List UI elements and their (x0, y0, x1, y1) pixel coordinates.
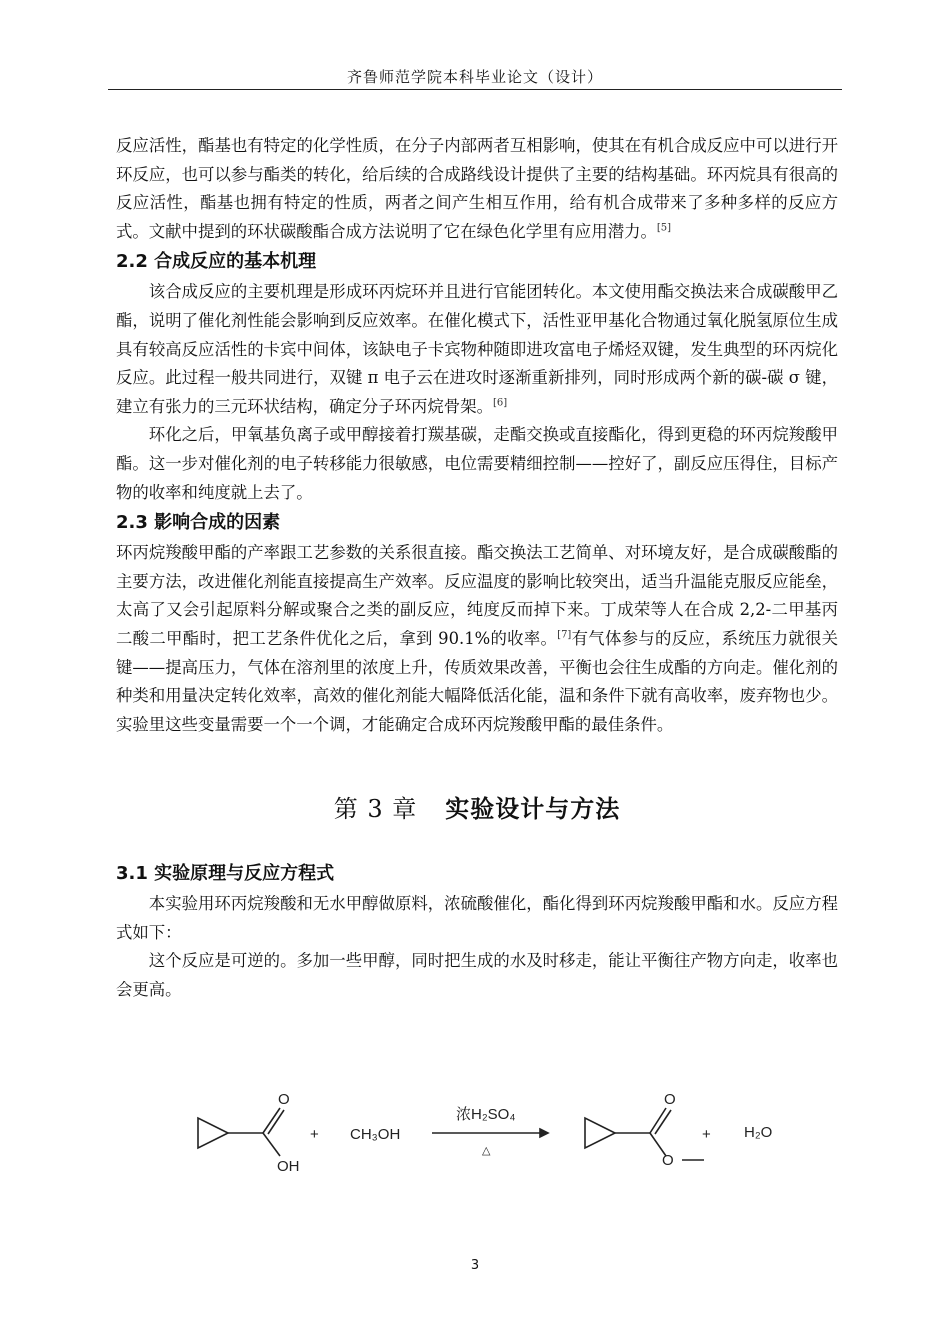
equilibrium-paragraph: 这个反应是可逆的。多加一些甲醇，同时把生成的水及时移走，能让平衡往产物方向走，收率也会更高。 (116, 951, 838, 1000)
heat-symbol: △ (482, 1145, 491, 1157)
water-label: H₂O (744, 1124, 773, 1141)
citation-7: [7] (557, 629, 572, 641)
ester-carbonyl-o: O (664, 1091, 676, 1108)
page-body (116, 132, 838, 1005)
section-2-2-heading: 2.2 合成反应的基本机理 (116, 251, 317, 273)
catalyst-label: 浓H₂SO₄ (456, 1106, 516, 1123)
citation-6: [6] (492, 397, 508, 409)
section-2-3-heading: 2.3 影响合成的因素 (116, 512, 281, 534)
chapter-3-heading: 第 3 章 实验设计与方法 (333, 795, 621, 824)
cyclopropane-ring-2 (585, 1118, 615, 1148)
acid-hydroxyl: OH (277, 1158, 300, 1175)
acid-carbonyl-o: O (278, 1091, 290, 1108)
principle-paragraph: 本实验用环丙烷羧酸和无水甲醇做原料，浓硫酸催化，酯化得到环丙烷羧酸甲酯和水。反应方程式如下： (116, 894, 838, 942)
factors-paragraph: 环丙烷羧酸甲酯的产率跟工艺参数的关系很直接。酯交换法工艺简单、对环境友好，是合成碳酸酯的主要方法，改进催化剂能直接提高生产效率。反应温度的影响比较突出，适当升温能克服反应能垒，太高了又会引起原料分解或聚合之类的副反应，纯度反而掉下来。丁成荣等人在合成 2,2-二甲基丙二酸二甲酯时，把工艺条件优化之后，拿到 90.1%的收率。[7]有气体参与的反应，系统压力就很关键——提高压力，气体在溶剂里的浓度上升，传质效果改善，平衡也会往生成酯的方向走。催化剂的种类和用量决定转化效率，高效的催化剂能大幅降低活化能，温和条件下就有高收率，废弃物也少。实验里这些变量需要一个一个调，才能确定合成环丙烷羧酸甲酯的最佳条件。 (116, 543, 839, 734)
plus-sign-2: + (702, 1126, 711, 1143)
ester-oxygen: O (662, 1152, 674, 1169)
header-rule (108, 89, 842, 90)
mechanism-paragraph-1: 该合成反应的主要机理是形成环丙烷环并且进行官能团转化。本文使用酯交换法来合成碳酸甲乙酯，说明了催化剂性能会影响到反应效率。在催化模式下，活性亚甲基化合物通过氧化脱氢原位生成具有较高反应活性的卡宾中间体，该缺电子卡宾物种随即进攻富电子烯烃双键，发生典型的环丙烷化反应。此过程一般共同进行，双键 π 电子云在进攻时逐渐重新排列，同时形成两个新的碳-碳 σ 键，建立有张力的三元环状结构，确定分子环丙烷骨架。[6] (116, 282, 838, 416)
methanol-label: CH₃OH (350, 1126, 401, 1143)
cyclopropane-ring-1 (198, 1118, 228, 1148)
citation-5: [5] (656, 222, 672, 234)
plus-sign-1: + (310, 1126, 319, 1143)
section-3-1-heading: 3.1 实验原理与反应方程式 (116, 863, 335, 885)
mechanism-paragraph-2: 环化之后，甲氧基负离子或甲醇接着打羰基碳，走酯交换或直接酯化，得到更稳的环丙烷羧酸甲酯。这一步对催化剂的电子转移能力很敏感，电位需要精细控制——控好了，副反应压得住，目标产物的收率和纯度就上去了。 (116, 425, 838, 502)
intro-paragraph: 反应活性，酯基也有特定的化学性质，在分子内部两者互相影响，使其在有机合成反应中可以进行开环反应，也可以参与酯类的转化，给后续的合成路线设计提供了主要的结构基础。环丙烷具有很高的反应活性，酯基也拥有特定的性质，两者之间产生相互作用，给有机合成带来了多种多样的反应方式。文献中提到的环状碳酸酯合成方法说明了它在绿色化学里有应用潜力。[5] (116, 136, 838, 241)
running-header: 齐鲁师范学院本科毕业论文（设计） (346, 68, 603, 86)
reaction-scheme (180, 1088, 800, 1188)
page-number: 3 (470, 1258, 480, 1273)
